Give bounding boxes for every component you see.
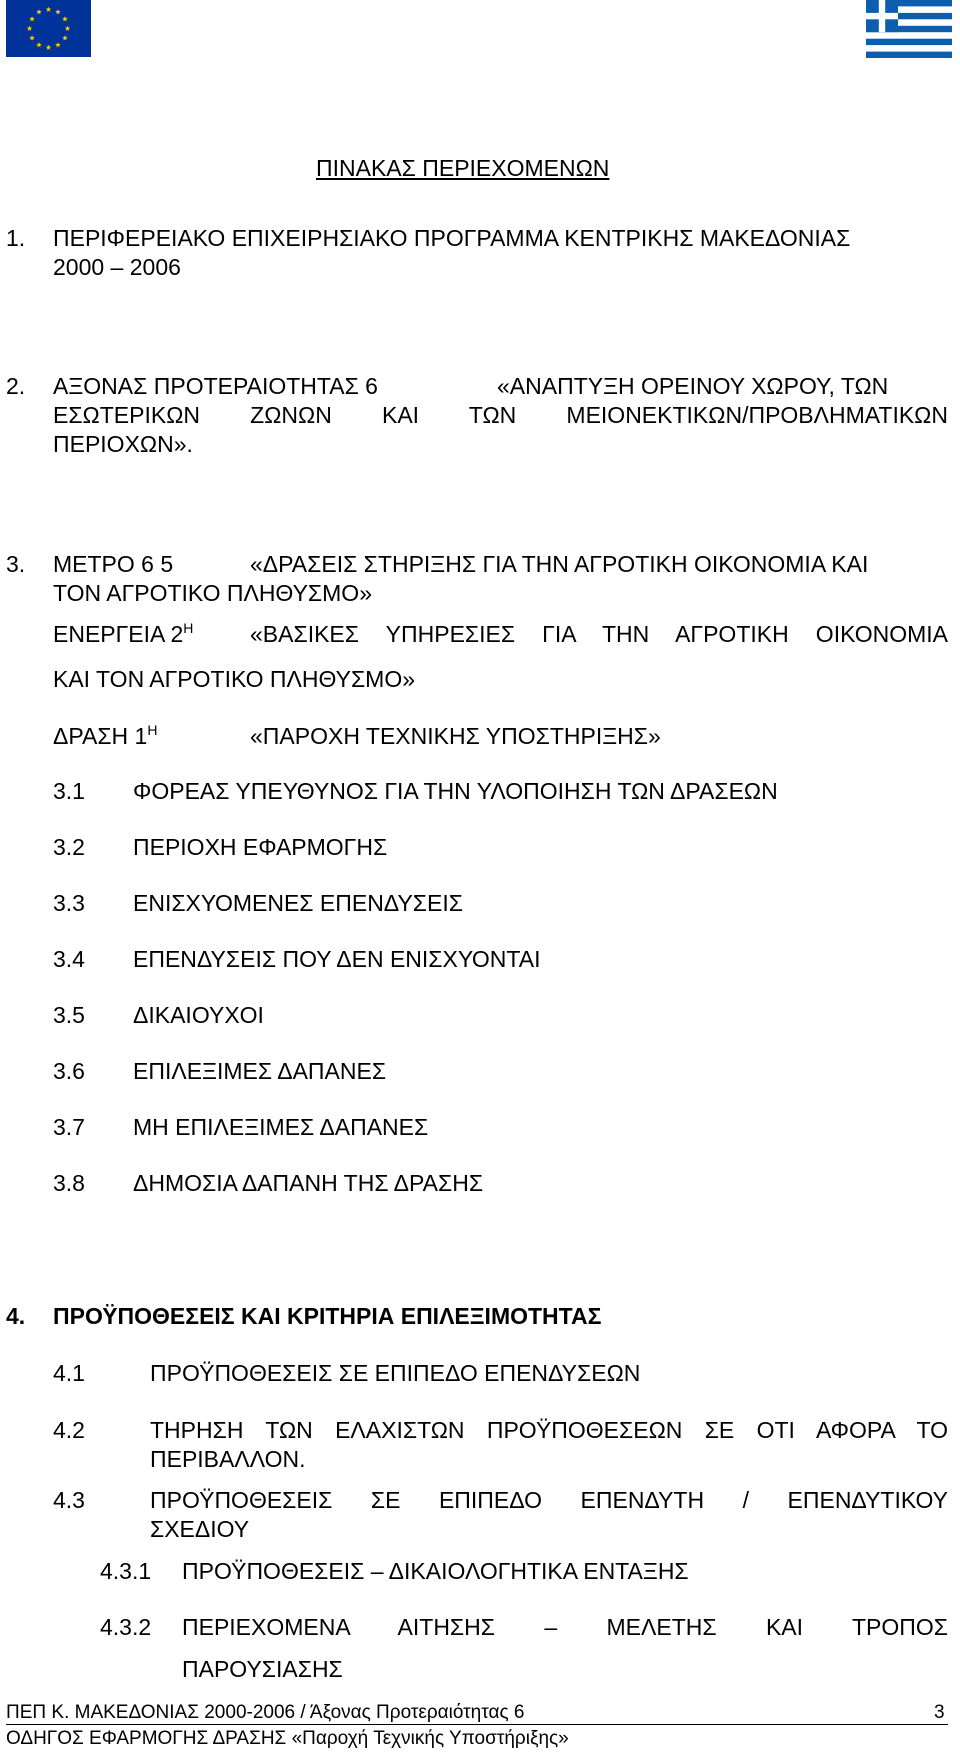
item-text: ΠΕΡΙΟΧΗ ΕΦΑΡΜΟΓΗΣ <box>133 834 388 860</box>
section-2-number: 2. <box>6 373 26 399</box>
item-text: ΕΠΕΝΔΥΣΕΙΣ ΠΟΥ ΔΕΝ ΕΝΙΣΧΥΟΝΤΑΙ <box>133 946 541 972</box>
energy-line2: ΚΑΙ ΤΟΝ ΑΓΡΟΤΙΚΟ ΠΛΗΘΥΣΜΟ» <box>53 666 416 692</box>
measure-text: «ΔΡΑΣΕΙΣ ΣΤΗΡΙΞΗΣ ΓΙΑ ΤΗΝ ΑΓΡΟΤΙΚΗ ΟΙΚΟΝΟΜΙΑ ΚΑΙ <box>250 551 869 577</box>
item-text-line1: ΠΡΟΫΠΟΘΕΣΕΙΣ ΣΕ ΕΠΙΠΕΔΟ ΕΠΕΝΔΥΤΗ / ΕΠΕΝΔΥΤΙΚΟΥ <box>150 1487 948 1513</box>
footer-line2: ΟΔΗΓΟΣ ΕΦΑΡΜΟΓΗΣ ΔΡΑΣΗΣ «Παροχή Τεχνικής Υποστήριξης» <box>6 1728 569 1749</box>
measure-label: ΜΕΤΡΟ 6 5 <box>53 551 174 577</box>
item-text: ΕΠΙΛΕΞΙΜΕΣ ΔΑΠΑΝΕΣ <box>133 1058 387 1084</box>
action-label: ΔΡΑΣΗ $1^H$ <box>53 722 158 749</box>
subitem-number: 4.3.1 <box>100 1558 152 1584</box>
section-2-text: «ΑΝΑΠΤΥΞΗ ΟΡΕΙΝΟΥ ΧΩΡΟΥ, ΤΩΝ <box>497 373 889 399</box>
item-text-line1: ΤΗΡΗΣΗ ΤΩΝ ΕΛΑΧΙΣΤΩΝ ΠΡΟΫΠΟΘΕΣΕΩΝ ΣΕ ΟΤΙ ΑΦΟΡΑ ΤΟ <box>150 1417 948 1443</box>
item-text: ΕΝΙΣΧΥΟΜΕΝΕΣ ΕΠΕΝΔΥΣΕΙΣ <box>133 890 463 916</box>
section-2-label: ΑΞΟΝΑΣ ΠΡΟΤΕΡΑΙΟΤΗΤΑΣ 6 <box>53 373 378 399</box>
item-number: 3.6 <box>53 1058 85 1084</box>
item-text: ΔΗΜΟΣΙΑ ΔΑΠΑΝΗ ΤΗΣ ΔΡΑΣΗΣ <box>133 1170 484 1196</box>
item-text-line2: ΣΧΕΔΙΟΥ <box>150 1516 250 1542</box>
item-text: ΠΡΟΫΠΟΘΕΣΕΙΣ ΣΕ ΕΠΙΠΕΔΟ ΕΠΕΝΔΥΣΕΩΝ <box>150 1360 641 1386</box>
item-number: 3.7 <box>53 1114 85 1140</box>
item-number: 4.2 <box>53 1417 85 1443</box>
energy-text: «ΒΑΣΙΚΕΣ ΥΠΗΡΕΣΙΕΣ ΓΙΑ ΤΗΝ ΑΓΡΟΤΙΚΗ ΟΙΚΟΝΟΜΙΑ <box>250 621 948 647</box>
section-1-line1: ΠΕΡΙΦΕΡΕΙΑΚΟ ΕΠΙΧΕΙΡΗΣΙΑΚΟ ΠΡΟΓΡΑΜΜΑ ΚΕΝΤΡΙΚΗΣ ΜΑΚΕΔΟΝΙΑΣ <box>53 225 851 251</box>
section-4-title: ΠΡΟΫΠΟΘΕΣΕΙΣ ΚΑΙ ΚΡΙΤΗΡΙΑ ΕΠΙΛΕΞΙΜΟΤΗΤΑΣ <box>53 1303 602 1329</box>
footer-line1: ΠΕΠ Κ. ΜΑΚΕΔΟΝΙΑΣ 2000-2006 / Άξονας Προτεραιότητας 6 <box>6 1702 525 1723</box>
energy-label: ΕΝΕΡΓΕΙΑ $2^H$ <box>53 620 194 647</box>
eu-flag-icon <box>6 0 91 57</box>
section-1-line2: 2000 – 2006 <box>53 254 181 280</box>
item-number: 3.5 <box>53 1002 85 1028</box>
subitem-number: 4.3.2 <box>100 1614 152 1640</box>
item-text: ΜΗ ΕΠΙΛΕΞΙΜΕΣ ΔΑΠΑΝΕΣ <box>133 1114 429 1140</box>
item-number: 3.2 <box>53 834 85 860</box>
item-number: 4.1 <box>53 1360 85 1386</box>
item-text-line2: ΠΕΡΙΒΑΛΛΟΝ. <box>150 1446 306 1472</box>
action-text: «ΠΑΡΟΧΗ ΤΕΧΝΙΚΗΣ ΥΠΟΣΤΗΡΙΞΗΣ» <box>250 723 661 749</box>
section-2-line3: ΠΕΡΙΟΧΩΝ». <box>53 431 193 457</box>
section-3-number: 3. <box>6 551 26 577</box>
item-number: 3.4 <box>53 946 85 972</box>
item-number: 3.8 <box>53 1170 85 1196</box>
item-number: 4.3 <box>53 1487 85 1513</box>
subitem-text-line2: ΠΑΡΟΥΣΙΑΣΗΣ <box>182 1656 343 1682</box>
item-text: ΔΙΚΑΙΟΥΧΟΙ <box>133 1002 264 1028</box>
subitem-text: ΠΡΟΫΠΟΘΕΣΕΙΣ – ΔΙΚΑΙΟΛΟΓΗΤΙΚΑ ΕΝΤΑΞΗΣ <box>182 1558 689 1584</box>
item-text: ΦΟΡΕΑΣ ΥΠΕΥΘΥΝΟΣ ΓΙΑ ΤΗΝ ΥΛΟΠΟΙΗΣΗ ΤΩΝ ΔΡΑΣΕΩΝ <box>133 778 778 804</box>
section-1-number: 1. <box>6 225 26 251</box>
subitem-text-line1: ΠΕΡΙΕΧΟΜΕΝΑ ΑΙΤΗΣΗΣ – ΜΕΛΕΤΗΣ ΚΑΙ ΤΡΟΠΟΣ <box>182 1614 948 1640</box>
greek-flag-icon <box>866 0 952 58</box>
section-2-line2: ΕΣΩΤΕΡΙΚΩΝ ΖΩΝΩΝ ΚΑΙ ΤΩΝ ΜΕΙΟΝΕΚΤΙΚΩΝ/ΠΡΟΒΛΗΜΑΤΙΚΩΝ <box>53 402 948 428</box>
measure-line2: ΤΟΝ ΑΓΡΟΤΙΚΟ ΠΛΗΘΥΣΜΟ» <box>53 580 372 606</box>
footer-rule <box>6 1724 948 1725</box>
section-4-number: 4. <box>6 1303 26 1329</box>
page-number: 3 <box>934 1702 945 1723</box>
item-number: 3.1 <box>53 778 85 804</box>
page-title: ΠΙΝΑΚΑΣ ΠΕΡΙΕΧΟΜΕΝΩΝ <box>316 155 610 181</box>
item-number: 3.3 <box>53 890 85 916</box>
